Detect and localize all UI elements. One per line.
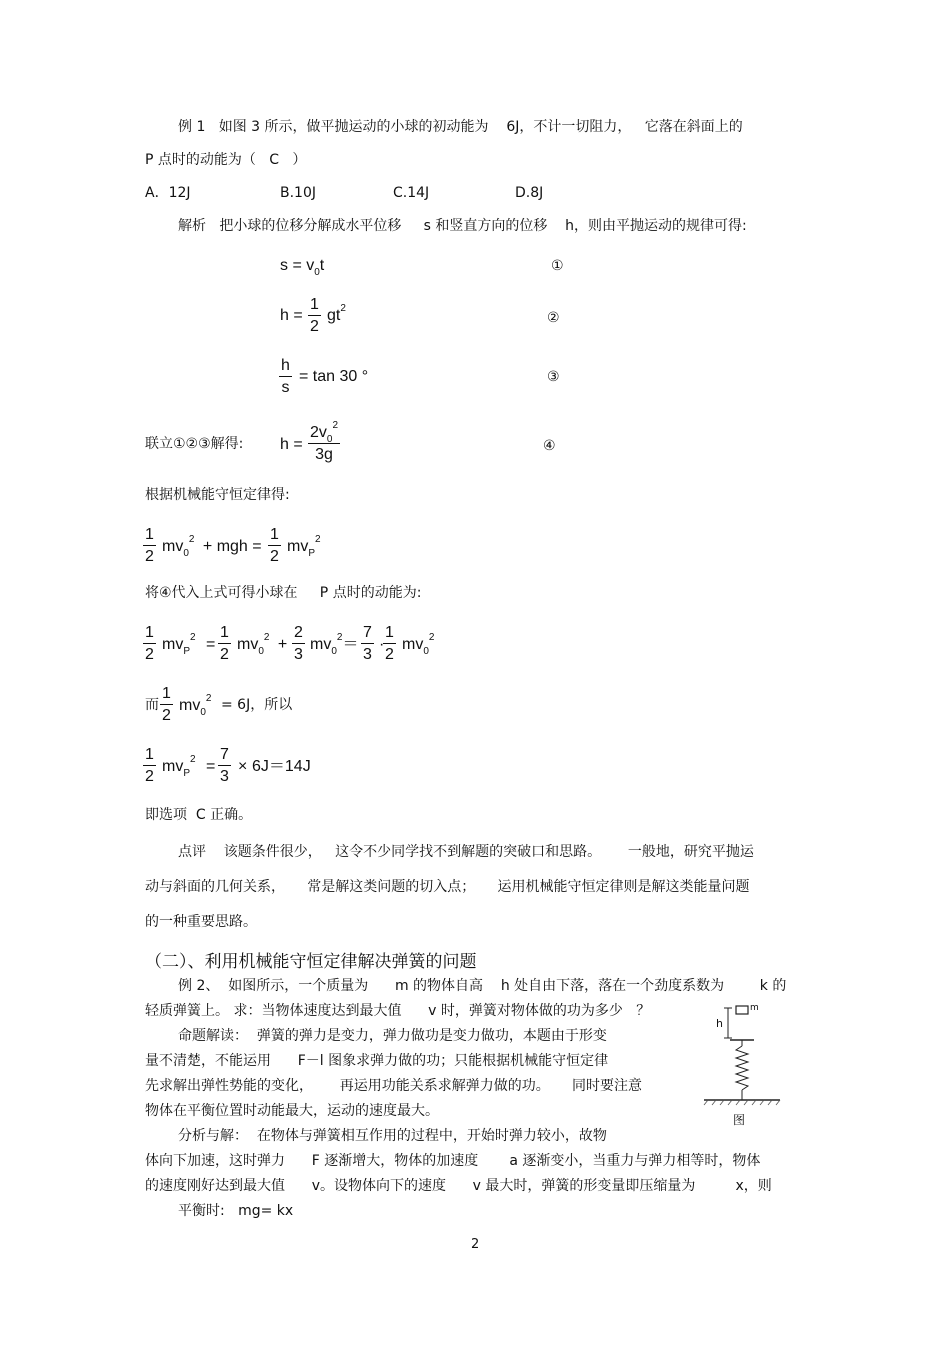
equation-2-tail: $gt^2$ bbox=[327, 303, 346, 324]
equation-2-lhs: h = bbox=[280, 307, 303, 324]
equation-4-lhs: h = bbox=[280, 436, 303, 453]
equation-3-fraction: $\frac{h}{s}$ bbox=[281, 357, 290, 396]
marker-1: ① bbox=[551, 258, 564, 274]
marker-2: ② bbox=[547, 310, 560, 326]
spring-figure bbox=[700, 1004, 784, 1128]
substitute-label: 将④代入上式可得小球在 P 点时的动能为: bbox=[145, 585, 422, 601]
example2-line1: 例 2、 如图所示，一个质量为 m 的物体自高 h 处自由下落，落在一个劲度系数为 k 的 bbox=[178, 978, 787, 994]
reading-line4: 物体在平衡位置时动能最大，运动的速度最大。 bbox=[145, 1103, 439, 1119]
equilibrium-line: 平衡时: mg= kx bbox=[178, 1203, 294, 1219]
solution-line1: 分析与解： 在物体与弹簧相互作用的过程中，开始时弹力较小，故物 bbox=[178, 1128, 607, 1144]
equation-1: $s = v_0t$ bbox=[280, 257, 325, 278]
marker-3: ③ bbox=[547, 369, 560, 385]
given-term: $mv_0^2$ bbox=[179, 693, 212, 718]
conclusion: 即选项 C 正确。 bbox=[145, 807, 253, 823]
figure-h-label: h bbox=[716, 1017, 723, 1030]
section-heading: （二）、利用机械能守恒定律解决弹簧的问题 bbox=[145, 952, 477, 972]
example1-line2: P 点时的动能为（ C ） bbox=[145, 152, 307, 168]
marker-4: ④ bbox=[543, 438, 556, 454]
given-tail: = 6J，所以 bbox=[221, 697, 293, 713]
comment-line1: 点评 该题条件很少， 这令不少同学找不到解题的突破口和思路。 一般地，研究平抛运 bbox=[178, 844, 754, 860]
example1-line1: 例 1 如图 3 所示，做平抛运动的小球的初动能为 6J，不计一切阻力， 它落在斜面上的 bbox=[178, 119, 743, 135]
option-b: B.10J bbox=[280, 185, 316, 201]
reading-line3: 先求解出弹性势能的变化， 再运用功能关系求解弹力做的功。 同时要注意 bbox=[145, 1078, 642, 1094]
figure-caption: 图 bbox=[733, 1113, 746, 1127]
reading-line1: 命题解读： 弹簧的弹力是变力，弹力做功是变力做功，本题由于形变 bbox=[178, 1028, 607, 1044]
page-number: 2 bbox=[471, 1237, 480, 1252]
equation-3-tail: = tan 30 ° bbox=[299, 368, 369, 385]
analysis-line: 解析 把小球的位移分解成水平位移 s 和竖直方向的位移 h，则由平抛运动的规律可得: bbox=[178, 218, 747, 234]
given-fraction: $\frac{1}{2}$ bbox=[162, 685, 171, 724]
solution-line2: 体向下加速，这时弹力 F 逐渐增大，物体的加速度 a 逐渐变小，当重力与弹力相等时，物体 bbox=[145, 1153, 761, 1169]
conservation-label: 根据机械能守恒定律得: bbox=[145, 487, 290, 503]
option-d: D.8J bbox=[515, 185, 544, 201]
example2-line2: 轻质弹簧上。 求：当物体速度达到最大值 v 时，弹簧对物体做的功为多少 ？ bbox=[145, 1003, 651, 1019]
given-prefix: 而 bbox=[145, 697, 159, 713]
comment-line3: 的一种重要思路。 bbox=[145, 914, 257, 930]
comment-line2: 动与斜面的几何关系， 常是解这类问题的切入点； 运用机械能守恒定律则是解这类能量问题 bbox=[145, 879, 750, 895]
option-a: A．12J bbox=[145, 185, 191, 201]
option-c: C.14J bbox=[393, 185, 430, 201]
solution-line3: 的速度刚好达到最大值 v。设物体向下的速度 v 最大时，弹簧的形变量即压缩量为 x，则 bbox=[145, 1178, 772, 1194]
equation-4-fraction: $\frac{2v_0^2}{3g}$ bbox=[310, 420, 339, 463]
figure-m-label: m bbox=[750, 1003, 759, 1013]
equation-2-fraction: $\frac{1}{2}$ bbox=[310, 296, 319, 335]
joint-solve-label: 联立①②③解得: bbox=[145, 436, 244, 452]
spring-diagram bbox=[700, 1004, 784, 1128]
reading-line2: 量不清楚，不能运用 F－l 图象求弹力做的功；只能根据机械能守恒定律 bbox=[145, 1053, 609, 1069]
